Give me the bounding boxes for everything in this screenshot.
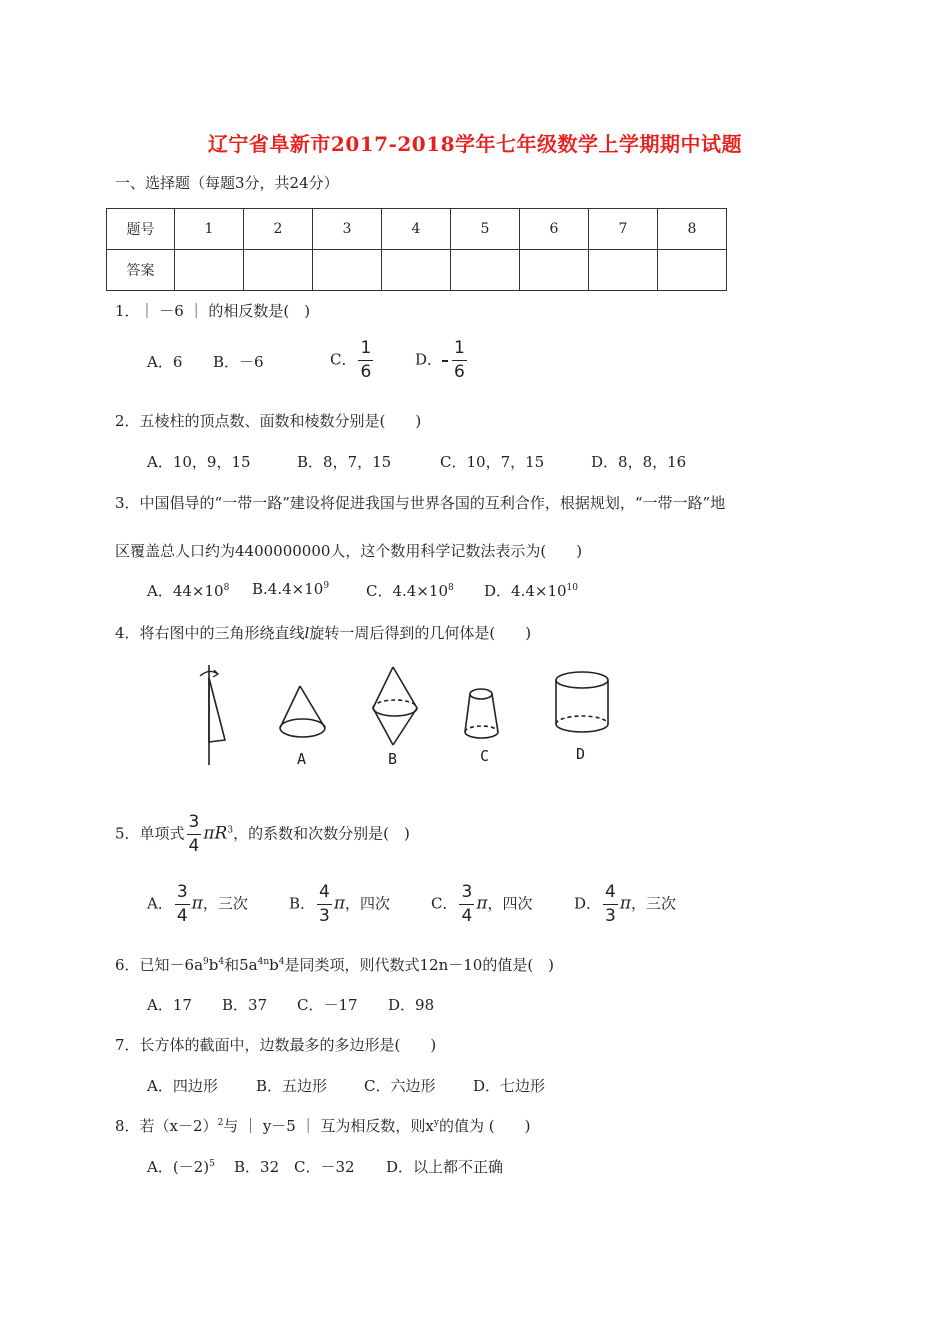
question-4-stem <box>115 622 531 643</box>
table-header-cell: 答案 <box>107 250 175 291</box>
fraction <box>452 340 467 381</box>
stem-text: 5．单项式 <box>115 824 185 843</box>
q4-figures <box>180 660 640 775</box>
fraction-denominator: 4 <box>461 906 473 926</box>
question-3-line1: 3．中国倡导的“一带一路”建设将促进我国与世界各国的互利合作，根据规划，“一带一路”地 <box>115 494 726 512</box>
table-header-cell: 题号 <box>107 209 175 250</box>
q7-option-b: B．五边形 <box>256 1077 328 1095</box>
table-cell: 1 <box>175 209 244 250</box>
option-text: D．4.4×10 <box>484 582 567 600</box>
fraction-numerator: 4 <box>603 884 618 905</box>
table-cell: 3 <box>313 209 382 250</box>
q2-option-a: A．10，9，15 <box>147 453 251 471</box>
table-row <box>107 209 727 250</box>
question-2-stem: 2．五棱柱的顶点数、面数和棱数分别是( ) <box>115 412 422 430</box>
q3-option-a <box>147 580 229 601</box>
q5-option-c <box>431 884 533 925</box>
question-1-stem: 1．｜ －6 ｜ 的相反数是( ) <box>115 302 311 320</box>
q8-option-d: D．以上都不正确 <box>386 1158 504 1176</box>
option-text: A．44×10 <box>147 582 224 600</box>
answer-cell[interactable] <box>382 250 451 291</box>
q6-option-b: B．37 <box>222 996 268 1014</box>
fraction-numerator: 3 <box>175 884 190 905</box>
rotation-axis-figure <box>200 665 225 765</box>
fraction-denominator: 6 <box>360 362 372 382</box>
option-prefix: D． <box>574 894 602 913</box>
question-3-line2: 区覆盖总人口约为4400000000人，这个数用科学记数法表示为( ) <box>115 542 583 560</box>
answer-cell[interactable] <box>313 250 382 291</box>
table-cell: 7 <box>589 209 658 250</box>
exponent: 4 <box>218 957 225 967</box>
stem-text: 和5a <box>224 956 258 974</box>
q1-option-d <box>415 340 469 381</box>
q5-option-b <box>289 884 390 925</box>
stem-text: ，的系数和次数分别是( ) <box>233 824 410 843</box>
q3-option-b <box>252 580 329 598</box>
q1-option-c <box>330 340 375 381</box>
q6-option-d: D．98 <box>388 996 435 1014</box>
q8-option-a <box>147 1156 215 1177</box>
q2-option-c: C．10，7，15 <box>440 453 545 471</box>
q1-option-a: A．6 <box>147 353 183 371</box>
stem-text: 与 ｜ y－5 ｜ 互为相反数，则x <box>223 1117 434 1135</box>
q2-option-d: D．8，8，16 <box>591 453 687 471</box>
section-heading: 一、选择题（每题3分，共24分） <box>115 174 339 192</box>
exponent: 9 <box>203 957 209 967</box>
stem-text: 的值为 ( ) <box>438 1117 531 1135</box>
table-row <box>107 250 727 291</box>
stem-text: 8．若（x－2） <box>115 1117 218 1135</box>
fraction-denominator: 4 <box>188 836 200 856</box>
option-prefix: C． <box>330 350 357 369</box>
fraction-denominator: 6 <box>454 362 465 382</box>
cylinder-d-figure <box>556 672 608 732</box>
line-variable: l <box>304 624 310 642</box>
question-6-stem <box>115 954 554 975</box>
fraction-numerator: 4 <box>317 884 332 905</box>
answer-table <box>106 208 727 291</box>
stem-text: 6．已知－6a <box>115 956 204 974</box>
fraction <box>459 884 474 925</box>
q7-option-a: A．四边形 <box>147 1077 218 1095</box>
exponent: 8 <box>223 583 230 593</box>
exponent: 4n <box>257 957 270 967</box>
question-7-stem: 7．长方体的截面中，边数最多的多边形是( ) <box>115 1036 437 1054</box>
exponent: 3 <box>227 825 234 836</box>
exponent: 4 <box>278 957 285 967</box>
table-cell: 5 <box>451 209 520 250</box>
figure-label-d: D <box>576 745 586 763</box>
pi-symbol: π <box>619 893 632 914</box>
option-text: A．(－2) <box>147 1158 210 1176</box>
q3-option-c <box>366 580 454 601</box>
fraction-numerator: 1 <box>358 340 373 361</box>
fraction <box>603 884 618 925</box>
exponent: y <box>433 1118 439 1128</box>
option-prefix: D． <box>415 350 443 369</box>
fraction-denominator: 3 <box>605 906 616 926</box>
stem-text: 4．将右图中的三角形绕直线 <box>115 624 305 642</box>
q8-option-b: B．32 <box>234 1158 280 1176</box>
pi-symbol: π <box>191 893 203 914</box>
fraction-numerator: 3 <box>187 814 202 835</box>
answer-cell[interactable] <box>658 250 727 291</box>
exponent: 5 <box>209 1159 215 1169</box>
stem-text: 旋转一周后得到的几何体是( ) <box>309 624 532 642</box>
q1-option-b: B．－6 <box>213 353 264 371</box>
pi-symbol: π <box>476 893 488 914</box>
option-prefix: A． <box>147 894 173 913</box>
answer-cell[interactable] <box>520 250 589 291</box>
q8-option-c: C．－32 <box>294 1158 355 1176</box>
q6-option-c: C．－17 <box>297 996 358 1014</box>
option-text: C．4.4×10 <box>366 582 448 600</box>
cone-a-figure <box>280 686 325 737</box>
fraction <box>317 884 332 925</box>
stem-text: b <box>269 956 279 974</box>
frustum-c-figure <box>465 689 498 738</box>
figure-label-a: A <box>297 750 307 768</box>
exponent: 2 <box>217 1118 224 1128</box>
q7-option-d: D．七边形 <box>473 1077 546 1095</box>
option-text: ，四次 <box>487 894 533 913</box>
fraction-numerator: 3 <box>459 884 474 905</box>
table-cell: 2 <box>244 209 313 250</box>
minus-sign <box>442 360 448 362</box>
table-cell: 8 <box>658 209 727 250</box>
option-text: B.4.4×10 <box>252 580 324 598</box>
table-cell: 6 <box>520 209 589 250</box>
fraction <box>187 814 202 855</box>
answer-cell[interactable] <box>451 250 520 291</box>
fraction <box>358 340 373 381</box>
fraction-denominator: 3 <box>319 906 330 926</box>
double-cone-b-figure <box>373 667 417 745</box>
table-cell: 4 <box>382 209 451 250</box>
question-8-stem <box>115 1115 530 1136</box>
fraction-numerator: 1 <box>452 340 467 361</box>
option-text: ，四次 <box>345 894 391 913</box>
answer-cell[interactable] <box>244 250 313 291</box>
pi-symbol: π <box>333 893 346 914</box>
exponent: 10 <box>566 583 578 593</box>
q7-option-c: C．六边形 <box>364 1077 436 1095</box>
stem-text: 是同类项，则代数式12n－10的值是( ) <box>284 956 555 974</box>
answer-cell[interactable] <box>175 250 244 291</box>
q5-option-a <box>147 884 248 925</box>
question-5-stem <box>115 814 410 855</box>
exponent: 8 <box>448 583 454 593</box>
fraction <box>175 884 190 925</box>
q3-option-d <box>484 580 578 601</box>
figure-label-b: B <box>388 750 398 768</box>
q6-option-a: A．17 <box>147 996 192 1014</box>
figure-label-c: C <box>480 747 490 765</box>
stem-text: b <box>208 956 219 974</box>
monomial-variable: πR <box>203 823 228 844</box>
page-title: 辽宁省阜新市2017-2018学年七年级数学上学期期中试题 <box>207 132 743 156</box>
exponent: 9 <box>323 581 330 591</box>
fraction-denominator: 4 <box>176 906 188 926</box>
answer-cell[interactable] <box>589 250 658 291</box>
option-text: ，三次 <box>631 894 677 913</box>
option-text: ，三次 <box>202 894 248 913</box>
q5-option-d <box>574 884 676 925</box>
option-prefix: C． <box>431 894 458 913</box>
option-prefix: B． <box>289 894 316 913</box>
q2-option-b: B．8，7，15 <box>297 453 392 471</box>
